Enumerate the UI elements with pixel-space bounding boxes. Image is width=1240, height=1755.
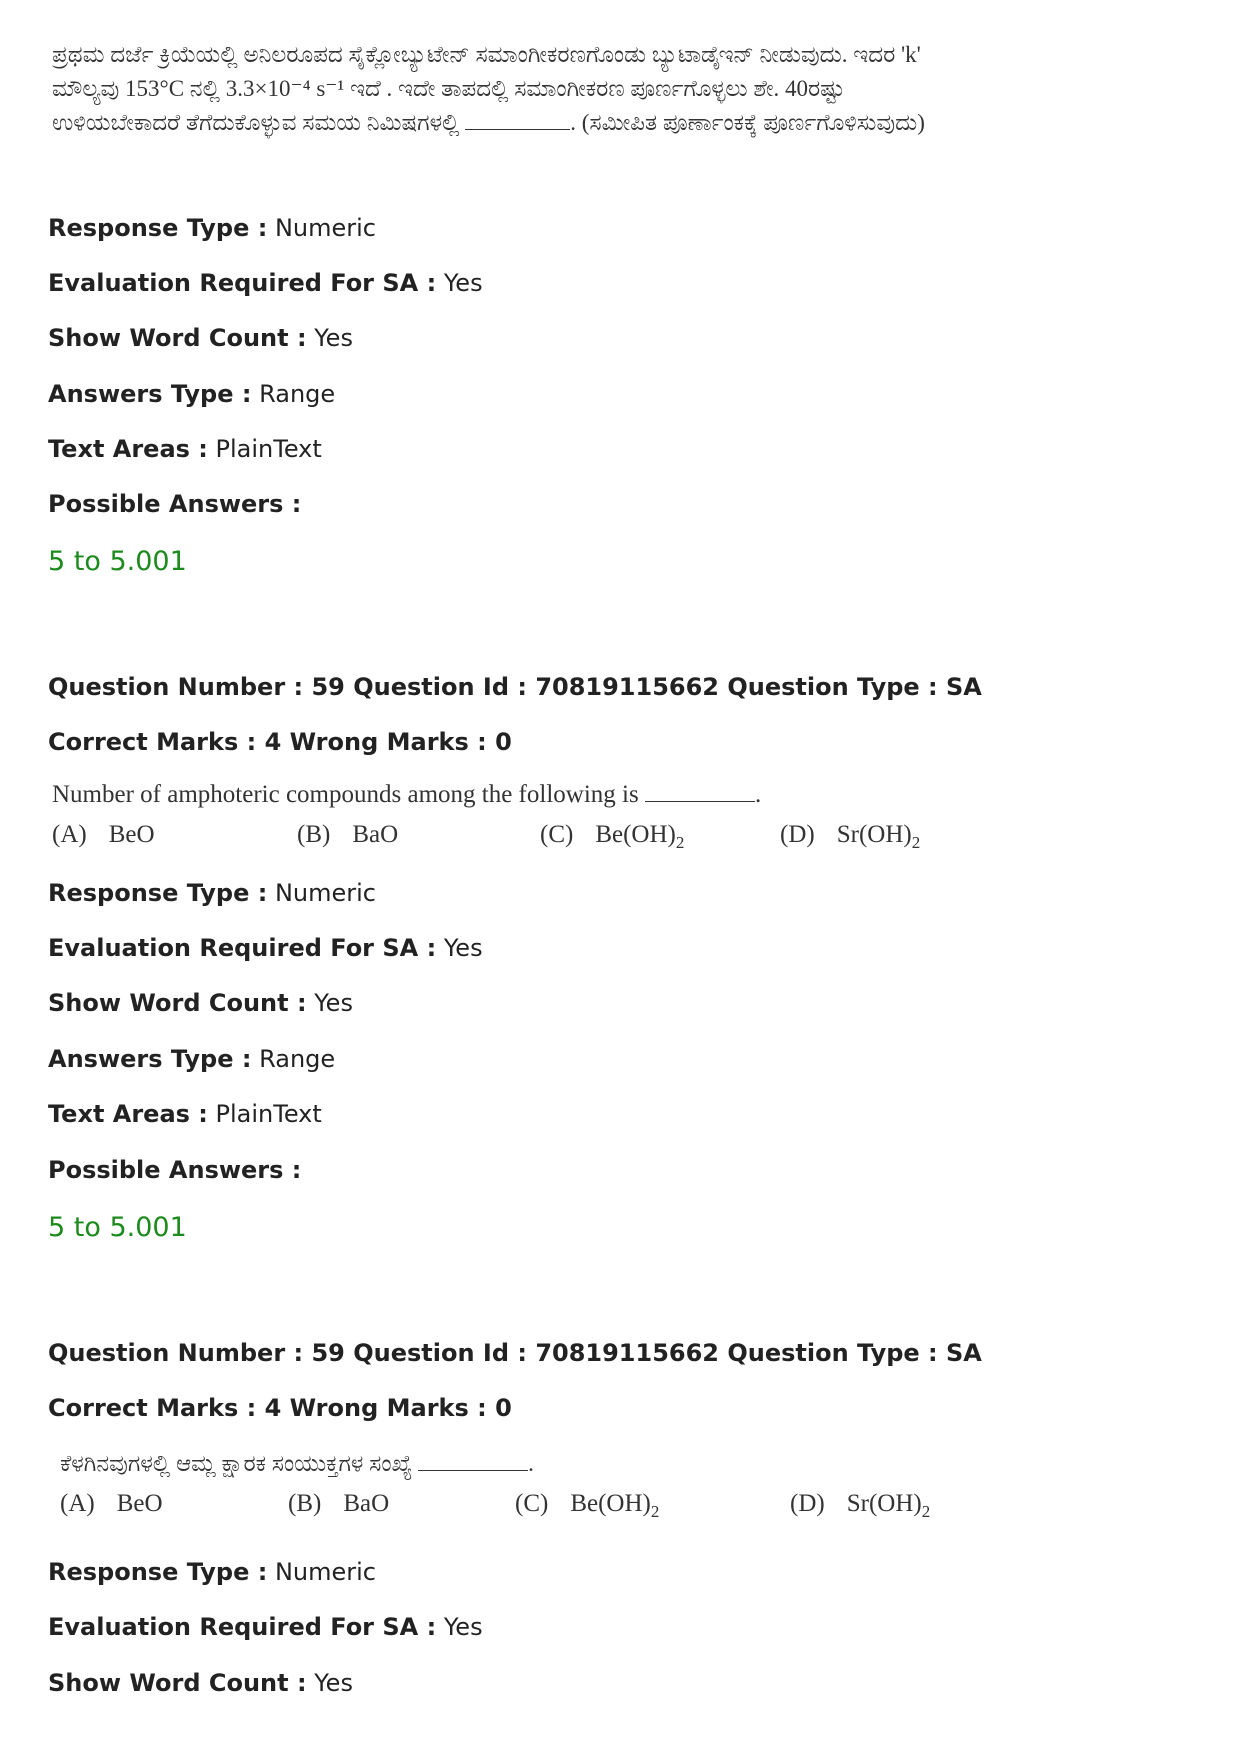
option-b: (B) BaO <box>297 821 399 848</box>
field-evaluation-required: Evaluation Required For SA : Yes <box>48 934 483 962</box>
option-d: (D) $Sr(OH)_2$ <box>790 1490 931 1521</box>
options-row <box>60 1484 960 1524</box>
options-row <box>52 815 952 855</box>
field-show-word-count: Show Word Count : Yes <box>48 1669 353 1697</box>
possible-answer-value: 5 to 5.001 <box>48 1212 187 1243</box>
question-header: Question Number : 59 Question Id : 70819115662 Question Type : SA <box>48 673 982 701</box>
question-image-kannada: ಕೆಳಗಿನವುಗಳಲ್ಲಿ ಆಮ್ಲ ಕ್ಷಾರಕ ಸಂಯುಕ್ತಗಳ ಸಂಖ್ಯೆ . (A) BeO (B) BaO (C) $Be(OH)_2$ (D) $Sr(OH)_2$ <box>60 1444 960 1524</box>
question-text: ಕೆಳಗಿನವುಗಳಲ್ಲಿ ಆಮ್ಲ ಕ್ಷಾರಕ ಸಂಯುಕ್ತಗಳ ಸಂಖ್ಯೆ <box>60 1451 413 1476</box>
question-image-kannada <box>52 38 952 140</box>
answer-blank <box>645 783 755 802</box>
option-b: (B) BaO <box>288 1490 390 1517</box>
question-marks: Correct Marks : 4 Wrong Marks : 0 <box>48 1394 512 1422</box>
field-evaluation-required: Evaluation Required For SA : Yes <box>48 269 483 297</box>
answer-blank <box>465 113 570 130</box>
field-response-type: Response Type : Numeric <box>48 214 376 242</box>
question-header: Question Number : 59 Question Id : 70819115662 Question Type : SA <box>48 1339 982 1367</box>
question-text-tail: . (ಸಮೀಪಿತ ಪೂರ್ಣಾಂಕಕ್ಕೆ ಪೂರ್ಣಗೊಳಿಸುವುದು) <box>570 110 925 135</box>
field-answers-type: Answers Type : Range <box>48 380 336 408</box>
option-c: (C) $Be(OH)_2$ <box>515 1490 660 1521</box>
field-answers-type: Answers Type : Range <box>48 1045 336 1073</box>
possible-answer-value: 5 to 5.001 <box>48 546 187 577</box>
field-response-type: Response Type : Numeric <box>48 1558 376 1586</box>
field-text-areas: Text Areas : PlainText <box>48 1100 322 1128</box>
question-text: ಪ್ರಥಮ ದರ್ಜೆ ಕ್ರಿಯೆಯಲ್ಲಿ ಅನಿಲರೂಪದ ಸೈಕ್ಲೋಬ್ಯುಟೇನ್ ಸಮಾಂಗೀಕರಣಗೊಂಡು ಬ್ಯುಟಾಡೈಇನ್ ನೀಡುವುದು. ಇದರ 'k' ಮೌಲ್ಯವು 153°C ನಲ್ಲಿ 3.3×10⁻⁴ s⁻¹ ಇದೆ . ಇದೇ ತಾಪದಲ್ಲಿ ಸಮಾಂಗೀಕರಣ ಪೂರ್ಣಗೊಳ್ಳಲು ಶೇ. 40ರಷ್ಟು ಉಳಿಯಬೇಕಾದರೆ ತೆಗೆದುಕೊಳ್ಳುವ ಸಮಯ ನಿಮಿಷಗಳಲ್ಲಿ <box>52 42 921 135</box>
question-marks: Correct Marks : 4 Wrong Marks : 0 <box>48 728 512 756</box>
option-a: (A) BeO <box>60 1490 163 1517</box>
field-possible-answers: Possible Answers : <box>48 1156 302 1184</box>
field-show-word-count: Show Word Count : Yes <box>48 989 353 1017</box>
option-c: (C) $Be(OH)_2$ <box>540 821 685 852</box>
field-evaluation-required: Evaluation Required For SA : Yes <box>48 1613 483 1641</box>
option-a: (A) BeO <box>52 821 155 848</box>
field-response-type: Response Type : Numeric <box>48 879 376 907</box>
field-show-word-count: Show Word Count : Yes <box>48 324 353 352</box>
field-possible-answers: Possible Answers : <box>48 490 302 518</box>
question-image-english: Number of amphoteric compounds among the following is . (A) BeO (B) BaO (C) $Be(OH)_2$ (D) $Sr(OH)_2$ <box>52 775 952 855</box>
answer-blank <box>418 1452 528 1471</box>
option-d: (D) $Sr(OH)_2$ <box>780 821 921 852</box>
question-text: Number of amphoteric compounds among the following is <box>52 781 639 808</box>
field-text-areas: Text Areas : PlainText <box>48 435 322 463</box>
